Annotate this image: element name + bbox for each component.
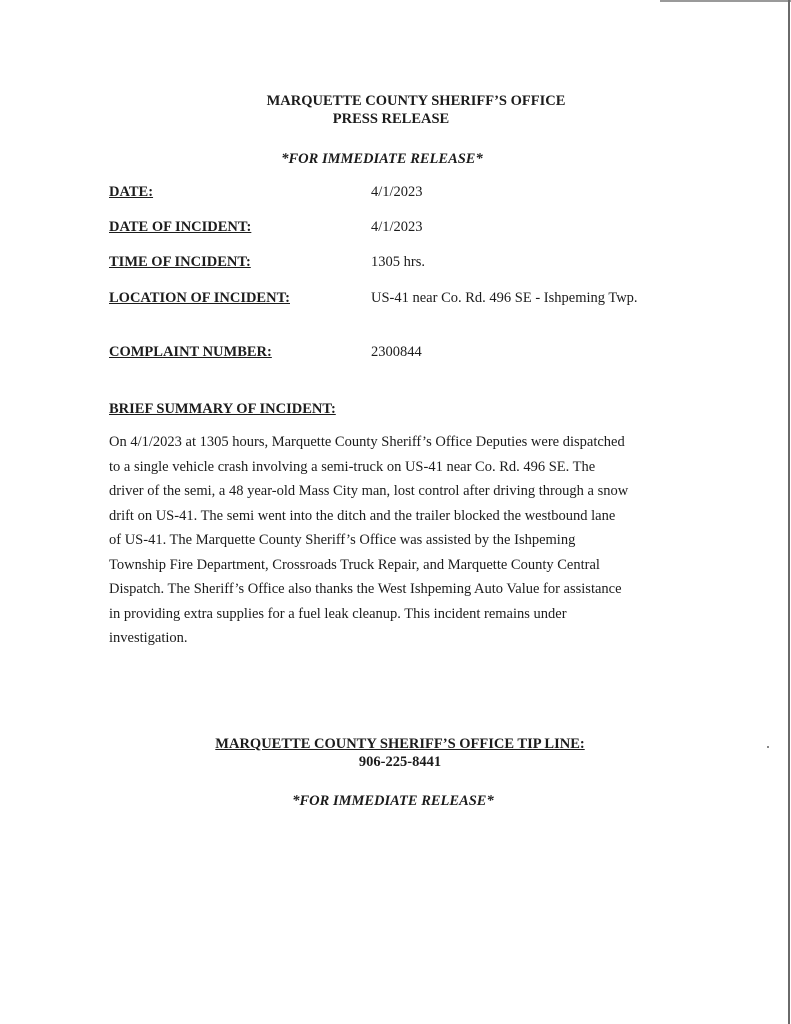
field-label-location-of-incident: LOCATION OF INCIDENT: [109,290,290,306]
field-label-date: DATE: [109,184,154,200]
field-value-date-of-incident: 4/1/2023 [371,219,423,235]
press-release-title: PRESS RELEASE [332,111,450,127]
summary-line: to a single vehicle crash involving a semi-truck on US-41 near Co. Rd. 496 SE. The [109,458,596,475]
field-value-complaint-number: 2300844 [371,344,422,360]
tip-line-label: MARQUETTE COUNTY SHERIFF’S OFFICE TIP LINE: [215,736,585,752]
release-notice-top: *FOR IMMEDIATE RELEASE* [281,151,483,167]
field-value-time-of-incident: 1305 hrs. [371,254,425,270]
summary-line: On 4/1/2023 at 1305 hours, Marquette County Sheriff’s Office Deputies were dispatched [109,434,625,450]
summary-line: investigation. [109,630,188,646]
summary-line: Township Fire Department, Crossroads Truck Repair, and Marquette County Central [109,556,600,573]
summary-line: in providing extra supplies for a fuel leak cleanup. This incident remains under [109,605,567,622]
tip-line-phone: 906-225-8441 [358,754,442,770]
office-title: MARQUETTE COUNTY SHERIFF’S OFFICE [266,93,566,109]
field-label-date-of-incident: DATE OF INCIDENT: [109,219,252,235]
field-label-complaint-number: COMPLAINT NUMBER: [109,344,272,360]
summary-line: of US-41. The Marquette County Sheriff’s Office was assisted by the Ishpeming [109,532,576,548]
summary-line: Dispatch. The Sheriff’s Office also thanks the West Ishpeming Auto Value for assistance [109,581,622,597]
release-notice-bottom: *FOR IMMEDIATE RELEASE* [292,793,494,809]
field-value-location-of-incident: US-41 near Co. Rd. 496 SE - Ishpeming Twp. [371,290,638,306]
summary-paragraph [109,430,674,651]
summary-line: driver of the semi, a 48 year-old Mass City man, lost control after driving through a snow [109,483,629,499]
summary-line: drift on US-41. The semi went into the ditch and the trailer blocked the westbound lane [109,507,616,524]
scan-edge-top [660,0,791,2]
summary-heading: BRIEF SUMMARY OF INCIDENT: [109,401,336,417]
field-label-time-of-incident: TIME OF INCIDENT: [109,254,251,270]
field-value-date: 4/1/2023 [371,184,423,200]
scan-edge-right [788,0,790,1024]
